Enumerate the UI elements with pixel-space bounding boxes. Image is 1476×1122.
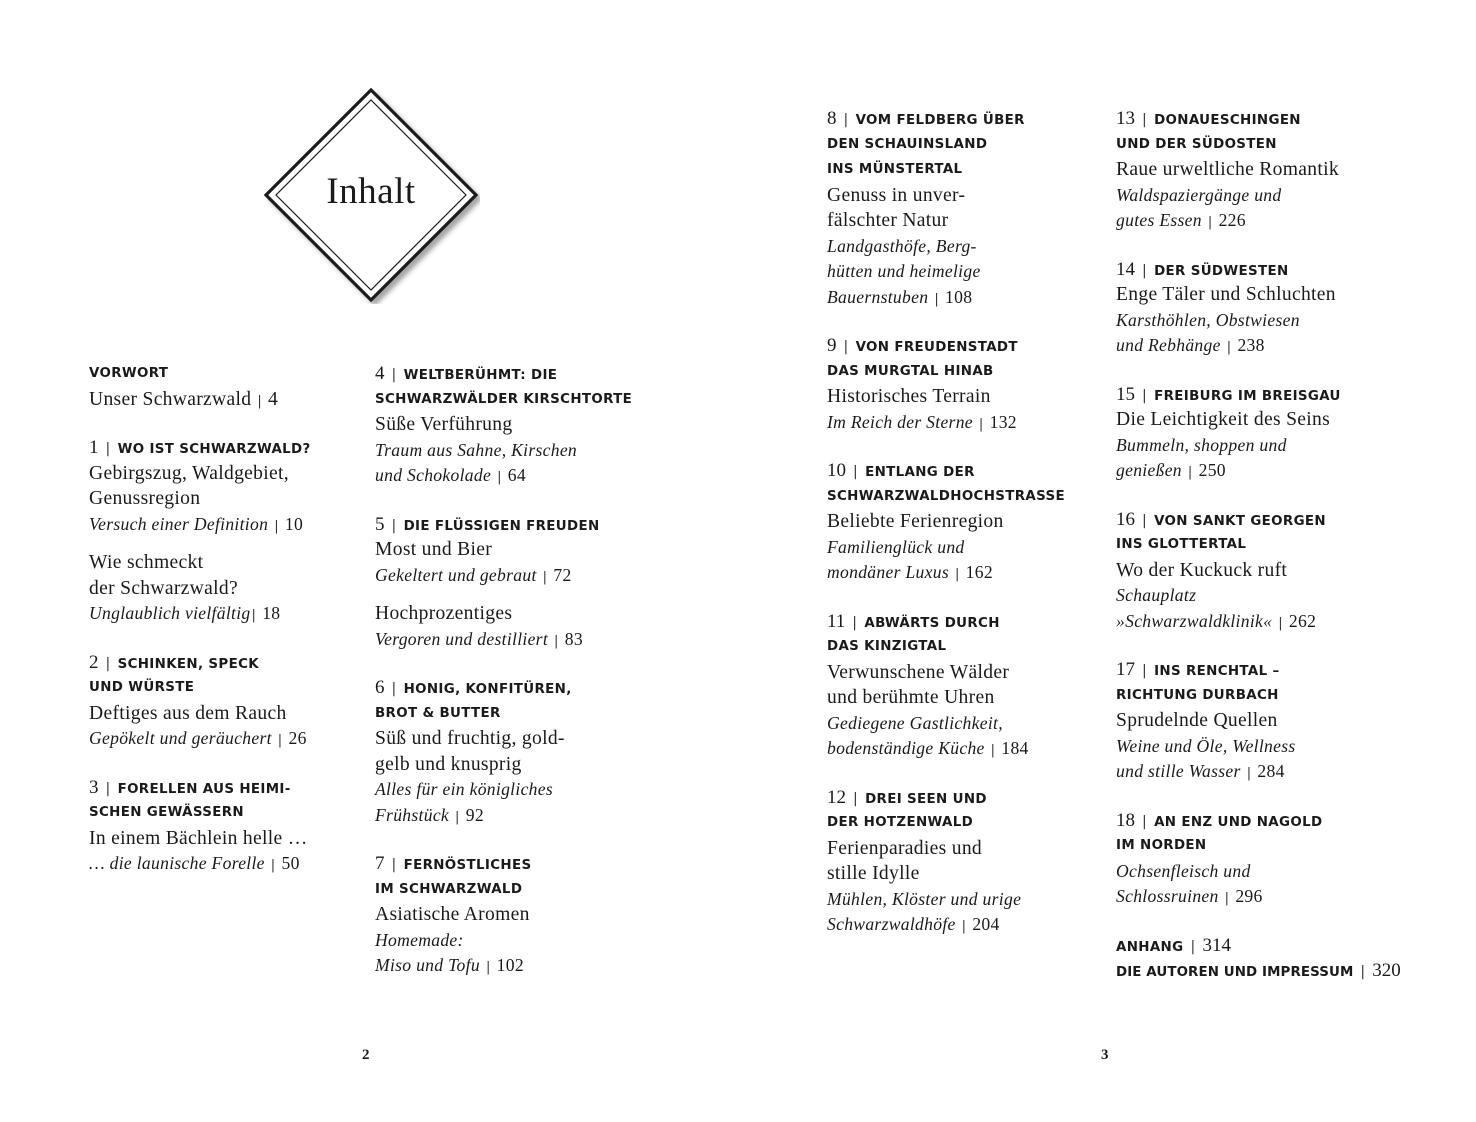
toc-entry-anhang[interactable]: ANHANG | 314 DIE AUTOREN UND IMPRESSUM | 320 bbox=[1116, 934, 1401, 981]
entry-subtitle: Ochsenfleisch und bbox=[1116, 860, 1251, 881]
chapter-number: 11 bbox=[827, 610, 846, 632]
entry-page: 102 bbox=[496, 955, 524, 975]
entry-page: 83 bbox=[564, 628, 583, 649]
entry-subtitle: gutes Essen bbox=[1116, 210, 1202, 230]
toc-entry-chapter-12[interactable]: 12 | DREI SEEN UND DER HOTZENWALD Ferienparadies und stille Idylle Mühlen, Klöster und urige Schwarzwaldhöfe | 204 bbox=[827, 785, 1092, 938]
entry-headline: Genussregion bbox=[89, 488, 201, 509]
chapter-caps: FORELLEN AUS HEIMI- bbox=[117, 781, 291, 797]
chapter-caps: VON SANKT GEORGEN bbox=[1154, 513, 1326, 529]
entry-page: 50 bbox=[281, 853, 300, 873]
chapter-caps: SCHEN GEWÄSSERN bbox=[89, 805, 244, 820]
entry-label: VORWORT bbox=[89, 366, 169, 381]
toc-column-3 bbox=[827, 106, 1092, 938]
page-number-right: 3 bbox=[1101, 1047, 1109, 1063]
entry-subtitle: Schauplatz bbox=[1116, 585, 1197, 605]
entry-page: 92 bbox=[465, 804, 484, 825]
toc-entry-chapter-4[interactable]: 4 | WELTBERÜHMT: DIE SCHWARZWÄLDER KIRSCHTORTE Süße Verführung Traum aus Sahne, Kirschen und Schokolade | 64 bbox=[375, 361, 635, 489]
entry-subtitle: Frühstück bbox=[375, 804, 450, 825]
page-number-left: 2 bbox=[362, 1047, 370, 1063]
chapter-caps: DAS MURGTAL HINAB bbox=[827, 363, 994, 379]
entry-subtitle: Vergoren und destilliert bbox=[375, 628, 549, 649]
chapter-caps: FREIBURG IM BREISGAU bbox=[1154, 388, 1341, 404]
chapter-caps: DEN SCHAUINSLAND bbox=[827, 136, 988, 152]
chapter-caps: DAS KINZIGTAL bbox=[827, 639, 947, 654]
chapter-number: 7 bbox=[375, 853, 385, 874]
entry-page: 238 bbox=[1237, 335, 1265, 355]
entry-page: 250 bbox=[1198, 460, 1226, 480]
chapter-number: 6 bbox=[375, 677, 385, 698]
toc-entry-chapter-9[interactable]: 9 | VON FREUDENSTADT DAS MURGTAL HINAB Historisches Terrain Im Reich der Sterne | 132 bbox=[827, 333, 1092, 435]
chapter-caps: INS MÜNSTERTAL bbox=[827, 162, 963, 177]
chapter-number: 14 bbox=[1116, 258, 1135, 280]
chapter-caps: ENTLANG DER bbox=[865, 465, 975, 480]
toc-entry-chapter-6[interactable]: 6 | HONIG, KONFITÜREN, BROT & BUTTER Süß und fruchtig, gold- gelb und knusprig Alles für ein königliches Frühstück | 92 bbox=[375, 675, 635, 828]
chapter-number: 16 bbox=[1116, 508, 1135, 530]
entry-headline: Verwunschene Wälder bbox=[827, 661, 1010, 683]
entry-subtitle: Gediegene Gastlichkeit, bbox=[827, 712, 1003, 733]
entry-page: 296 bbox=[1235, 886, 1263, 906]
chapter-caps: AN ENZ UND NAGOLD bbox=[1154, 814, 1323, 830]
entry-subtitle: Schlossruinen bbox=[1116, 886, 1219, 906]
entry-subtitle: Familienglück und bbox=[827, 536, 965, 557]
chapter-caps: ABWÄRTS DURCH bbox=[864, 615, 1000, 631]
entry-page: 18 bbox=[262, 603, 281, 623]
toc-column-2 bbox=[375, 361, 635, 979]
entry-page: 72 bbox=[553, 564, 572, 585]
chapter-number: 17 bbox=[1116, 659, 1135, 680]
entry-headline: Wie schmeckt bbox=[89, 552, 204, 573]
entry-subtitle: Alles für ein königliches bbox=[375, 779, 554, 799]
entry-page: 284 bbox=[1257, 761, 1285, 781]
chapter-caps: INS GLOTTERTAL bbox=[1116, 537, 1247, 552]
entry-subtitle: Weine und Öle, Wellness bbox=[1116, 735, 1296, 756]
chapter-number: 13 bbox=[1116, 108, 1135, 129]
chapter-number: 12 bbox=[827, 786, 846, 808]
toc-column-4 bbox=[1116, 106, 1416, 984]
chapter-number: 2 bbox=[89, 651, 99, 673]
entry-page: 4 bbox=[268, 388, 279, 410]
entry-subtitle: Mühlen, Klöster und urige bbox=[827, 888, 1022, 909]
entry-headline: der Schwarzwald? bbox=[89, 577, 238, 599]
entry-label: DIE AUTOREN UND IMPRESSUM bbox=[1116, 965, 1354, 980]
toc-entry-chapter-5b[interactable]: Hochprozentiges Vergoren und destilliert | 83 bbox=[375, 601, 635, 652]
entry-headline: In einem Bächlein helle … bbox=[89, 827, 308, 849]
entry-headline: und berühmte Uhren bbox=[827, 687, 995, 708]
toc-entry-chapter-17[interactable]: 17 | INS RENCHTAL – RICHTUNG DURBACH Sprudelnde Quellen Weine und Öle, Wellness und stille Wasser | 284 bbox=[1116, 657, 1416, 785]
entry-headline: Genuss in unver- bbox=[827, 184, 966, 206]
chapter-caps: FERNÖSTLICHES bbox=[403, 858, 532, 873]
chapter-number: 9 bbox=[827, 335, 837, 356]
entry-subtitle: Bauernstuben bbox=[827, 286, 929, 307]
toc-entry-chapter-1b[interactable]: Wie schmeckt der Schwarzwald? Unglaublich vielfältig| 18 bbox=[89, 550, 349, 627]
entry-headline: Raue urweltliche Romantik bbox=[1116, 159, 1339, 180]
page-title: Inhalt bbox=[326, 170, 416, 212]
toc-entry-vorwort[interactable]: VORWORT Unser Schwarzwald | 4 bbox=[89, 361, 349, 412]
entry-headline: Hochprozentiges bbox=[375, 603, 513, 624]
chapter-caps: UND WÜRSTE bbox=[89, 680, 195, 695]
chapter-caps: WO IST SCHWARZWALD? bbox=[117, 442, 311, 457]
chapter-caps: DIE FLÜSSIGEN FREUDEN bbox=[403, 518, 600, 534]
chapter-caps: VOM FELDBERG ÜBER bbox=[855, 113, 1025, 128]
entry-headline: Gebirgszug, Waldgebiet, bbox=[89, 462, 289, 484]
chapter-caps: SCHINKEN, SPECK bbox=[117, 656, 259, 672]
chapter-caps: DER HOTZENWALD bbox=[827, 815, 974, 830]
chapter-number: 3 bbox=[89, 776, 99, 798]
toc-entry-chapter-13[interactable]: 13 | DONAUESCHINGEN UND DER SÜDOSTEN Raue urweltliche Romantik Waldspaziergänge und gutes Essen | 226 bbox=[1116, 106, 1416, 234]
entry-page: 64 bbox=[507, 465, 526, 485]
toc-entry-chapter-14[interactable]: 14 | DER SÜDWESTEN Enge Täler und Schluchten Karsthöhlen, Obstwiesen und Rebhänge | 238 bbox=[1116, 257, 1416, 359]
entry-subtitle: Versuch einer Definition bbox=[89, 513, 269, 534]
entry-page: 10 bbox=[284, 513, 304, 534]
entry-subtitle: Homemade: bbox=[375, 929, 464, 950]
entry-headline: fälschter Natur bbox=[827, 210, 949, 231]
entry-headline: Wo der Kuckuck ruft bbox=[1116, 559, 1288, 581]
entry-subtitle: … die launische Forelle bbox=[89, 853, 265, 873]
entry-subtitle: Miso und Tofu bbox=[375, 955, 480, 975]
chapter-number: 1 bbox=[89, 437, 99, 458]
entry-subtitle: und Rebhänge bbox=[1116, 335, 1221, 355]
entry-headline: Enge Täler und Schluchten bbox=[1116, 284, 1336, 305]
title-diamond bbox=[262, 86, 480, 304]
entry-subtitle: Traum aus Sahne, Kirschen bbox=[375, 439, 578, 460]
chapter-caps: WELTBERÜHMT: DIE bbox=[403, 368, 558, 383]
entry-subtitle: Im Reich der Sterne bbox=[827, 411, 973, 432]
entry-page: 184 bbox=[1001, 738, 1029, 758]
chapter-caps: IM SCHWARZWALD bbox=[375, 881, 523, 897]
entry-subtitle: Gepökelt und geräuchert bbox=[89, 728, 272, 748]
chapter-caps: DER SÜDWESTEN bbox=[1154, 263, 1289, 279]
entry-headline: Unser Schwarzwald bbox=[89, 388, 252, 410]
entry-subtitle: genießen bbox=[1116, 460, 1182, 480]
chapter-number: 18 bbox=[1116, 809, 1135, 831]
toc-entry-chapter-7[interactable]: 7 | FERNÖSTLICHES IM SCHWARZWALD Asiatische Aromen Homemade: Miso und Tofu | 102 bbox=[375, 851, 635, 979]
chapter-caps: DONAUESCHINGEN bbox=[1154, 113, 1301, 128]
chapter-caps: UND DER SÜDOSTEN bbox=[1116, 136, 1277, 152]
entry-subtitle: Karsthöhlen, Obstwiesen bbox=[1116, 309, 1300, 330]
entry-page: 314 bbox=[1202, 934, 1232, 956]
entry-label: ANHANG bbox=[1116, 939, 1184, 955]
toc-column-1 bbox=[89, 361, 349, 877]
chapter-number: 4 bbox=[375, 363, 385, 384]
entry-headline: Ferienparadies und bbox=[827, 837, 983, 859]
entry-subtitle: Bummeln, shoppen und bbox=[1116, 434, 1287, 455]
entry-page: 262 bbox=[1288, 610, 1317, 631]
toc-entry-chapter-3[interactable]: 3 | FORELLEN AUS HEIMI- SCHEN GEWÄSSERN In einem Bächlein helle … … die launische Forelle | 50 bbox=[89, 775, 349, 877]
entry-subtitle: Schwarzwaldhöfe bbox=[827, 914, 956, 934]
entry-subtitle: und stille Wasser bbox=[1116, 761, 1241, 781]
entry-headline: Most und Bier bbox=[375, 539, 493, 560]
entry-subtitle: bodenständige Küche bbox=[827, 738, 985, 758]
entry-subtitle: Waldspaziergänge und bbox=[1116, 184, 1282, 205]
entry-headline: gelb und knusprig bbox=[375, 753, 522, 775]
entry-page: 226 bbox=[1218, 210, 1246, 230]
toc-entry-chapter-1[interactable]: 1 | WO IST SCHWARZWALD? Gebirgszug, Waldgebiet, Genussregion Versuch einer Definition | 10 bbox=[89, 435, 349, 537]
entry-subtitle: Unglaublich vielfältig bbox=[89, 603, 251, 623]
toc-entry-chapter-5[interactable]: 5 | DIE FLÜSSIGEN FREUDEN Most und Bier Gekeltert und gebraut | 72 bbox=[375, 512, 635, 589]
chapter-caps: DREI SEEN UND bbox=[865, 791, 987, 807]
toc-entry-chapter-11[interactable]: 11 | ABWÄRTS DURCH DAS KINZIGTAL Verwunschene Wälder und berühmte Uhren Gediegene Gastlichkeit, bodenständige Küche | 184 bbox=[827, 609, 1092, 762]
entry-subtitle: Landgasthöfe, Berg- bbox=[827, 235, 977, 256]
entry-headline: Die Leichtigkeit des Seins bbox=[1116, 409, 1331, 430]
chapter-caps: SCHWARZWALDHOCHSTRASSE bbox=[827, 488, 1066, 504]
entry-headline: Süße Verführung bbox=[375, 414, 513, 435]
entry-headline: Deftiges aus dem Rauch bbox=[89, 702, 287, 724]
entry-subtitle: und Schokolade bbox=[375, 465, 492, 485]
toc-entry-chapter-18[interactable]: 18 | AN ENZ UND NAGOLD IM NORDEN Ochsenfleisch und Schlossruinen | 296 bbox=[1116, 808, 1416, 910]
entry-page: 108 bbox=[945, 286, 973, 307]
chapter-caps: VON FREUDENSTADT bbox=[855, 340, 1018, 355]
entry-headline: Beliebte Ferienregion bbox=[827, 511, 1004, 532]
toc-entry-chapter-10[interactable]: 10 | ENTLANG DER SCHWARZWALDHOCHSTRASSE Beliebte Ferienregion Familienglück und mondäner Luxus | 162 bbox=[827, 458, 1092, 586]
entry-subtitle: hütten und heimelige bbox=[827, 261, 981, 281]
entry-headline: Asiatische Aromen bbox=[375, 904, 530, 925]
chapter-number: 8 bbox=[827, 108, 837, 129]
entry-subtitle: mondäner Luxus bbox=[827, 562, 949, 582]
chapter-number: 5 bbox=[375, 513, 385, 535]
chapter-caps: RICHTUNG DURBACH bbox=[1116, 687, 1279, 703]
entry-headline: stille Idylle bbox=[827, 863, 920, 884]
entry-page: 320 bbox=[1372, 960, 1401, 981]
chapter-caps: BROT & BUTTER bbox=[375, 705, 501, 721]
chapter-caps: HONIG, KONFITÜREN, bbox=[403, 682, 572, 697]
chapter-caps: SCHWARZWÄLDER KIRSCHTORTE bbox=[375, 391, 633, 407]
entry-headline: Süß und fruchtig, gold- bbox=[375, 728, 565, 749]
chapter-caps: IM NORDEN bbox=[1116, 838, 1207, 853]
entry-subtitle: »Schwarzwaldklinik« bbox=[1116, 610, 1273, 631]
entry-headline: Historisches Terrain bbox=[827, 386, 991, 407]
toc-entry-chapter-15[interactable]: 15 | FREIBURG IM BREISGAU Die Leichtigkeit des Seins Bummeln, shoppen und genießen | 250 bbox=[1116, 382, 1416, 484]
entry-headline: Sprudelnde Quellen bbox=[1116, 710, 1278, 731]
chapter-number: 10 bbox=[827, 460, 846, 481]
chapter-caps: INS RENCHTAL – bbox=[1154, 664, 1280, 679]
toc-entry-chapter-2[interactable]: 2 | SCHINKEN, SPECK UND WÜRSTE Deftiges aus dem Rauch Gepökelt und geräuchert | 26 bbox=[89, 650, 349, 752]
entry-page: 26 bbox=[288, 728, 307, 748]
toc-entry-chapter-16[interactable]: 16 | VON SANKT GEORGEN INS GLOTTERTAL Wo der Kuckuck ruft Schauplatz »Schwarzwaldklinik« | 262 bbox=[1116, 507, 1416, 635]
entry-page: 204 bbox=[972, 914, 1000, 934]
entry-subtitle: Gekeltert und gebraut bbox=[375, 564, 537, 585]
entry-page: 132 bbox=[989, 411, 1017, 432]
chapter-number: 15 bbox=[1116, 383, 1135, 405]
entry-page: 162 bbox=[965, 562, 993, 582]
toc-entry-chapter-8[interactable]: 8 | VOM FELDBERG ÜBER DEN SCHAUINSLAND INS MÜNSTERTAL Genuss in unver- fälschter Natur Landgasthöfe, Berg- hütten und heimelige Bauernstuben | 108 bbox=[827, 106, 1092, 310]
